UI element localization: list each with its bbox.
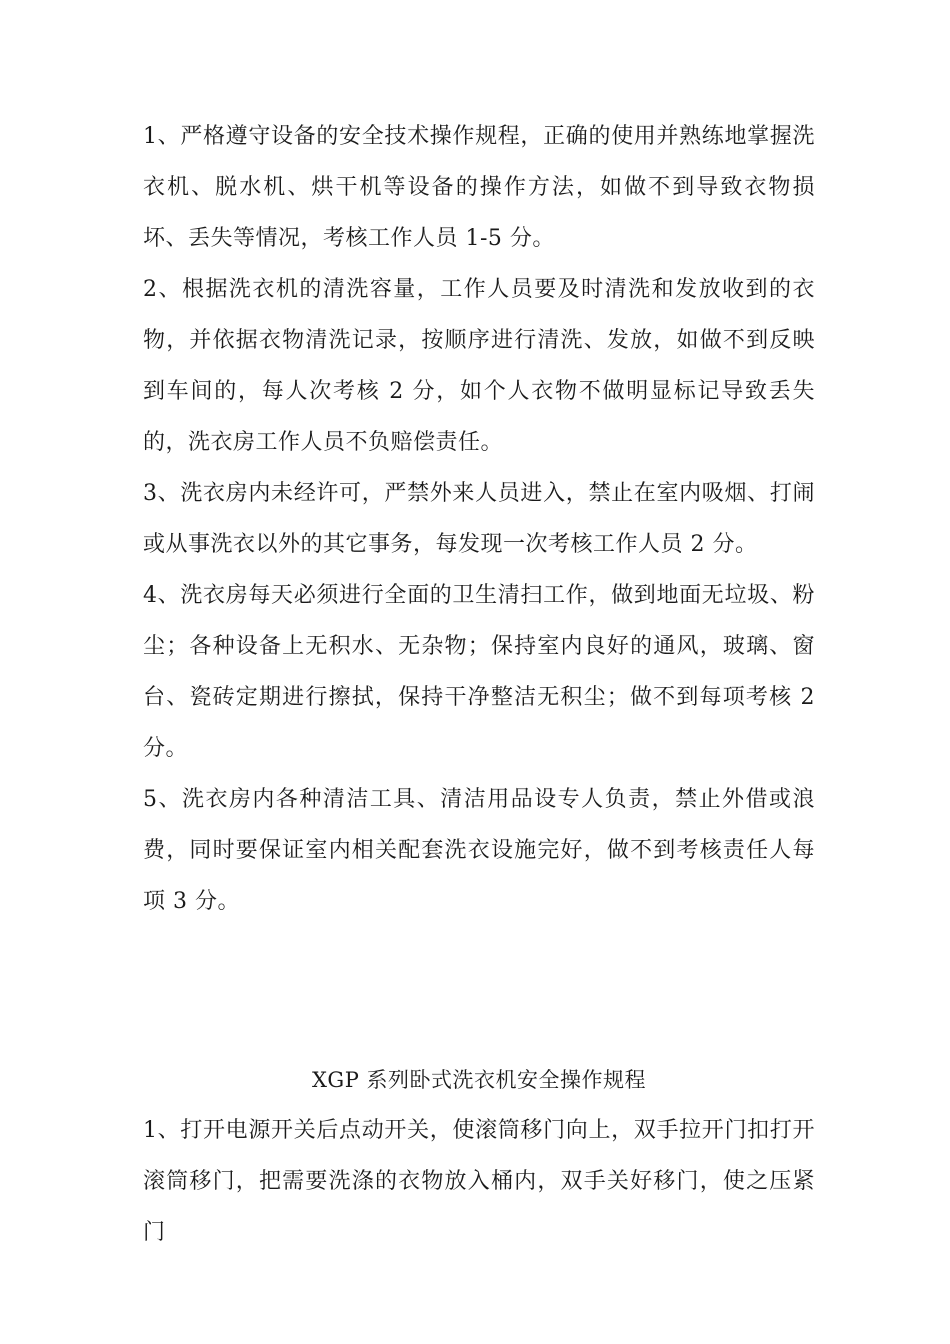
rule-paragraph-5: 5、洗衣房内各种清洁工具、清洁用品设专人负责，禁止外借或浪费，同时要保证室内相关配套洗衣设施完好，做不到考核责任人每项 3 分。	[143, 787, 815, 914]
operation-procedure-section	[143, 1105, 815, 1258]
rule-paragraph-4: 4、洗衣房每天必须进行全面的卫生清扫工作，做到地面无垃圾、粉尘；各种设备上无积水、无杂物；保持室内良好的通风，玻璃、窗台、瓷砖定期进行擦拭，保持干净整洁无积尘；做不到每项考核 2 分。	[143, 583, 815, 761]
rule-paragraph-1: 1、严格遵守设备的安全技术操作规程，正确的使用并熟练地掌握洗衣机、脱水机、烘干机等设备的操作方法，如做不到导致衣物损坏、丢失等情况，考核工作人员 1-5 分。	[143, 124, 815, 251]
laundry-rules-section	[143, 111, 815, 927]
rule-paragraph-3: 3、洗衣房内未经许可，严禁外来人员进入，禁止在室内吸烟、打闹或从事洗衣以外的其它事务，每发现一次考核工作人员 2 分。	[143, 481, 815, 557]
section-title: XGP 系列卧式洗衣机安全操作规程	[311, 1068, 647, 1092]
procedure-paragraph-1: 1、打开电源开关后点动开关，使滚筒移门向上，双手拉开门扣打开滚筒移门，把需要洗涤的衣物放入桶内，双手关好移门，使之压紧门	[143, 1118, 815, 1245]
rule-paragraph-2: 2、根据洗衣机的清洗容量，工作人员要及时清洗和发放收到的衣物，并依据衣物清洗记录，按顺序进行清洗、发放，如做不到反映到车间的，每人次考核 2 分，如个人衣物不做明显标记导致丢失的，洗衣房工作人员不负赔偿责任。	[143, 277, 815, 455]
